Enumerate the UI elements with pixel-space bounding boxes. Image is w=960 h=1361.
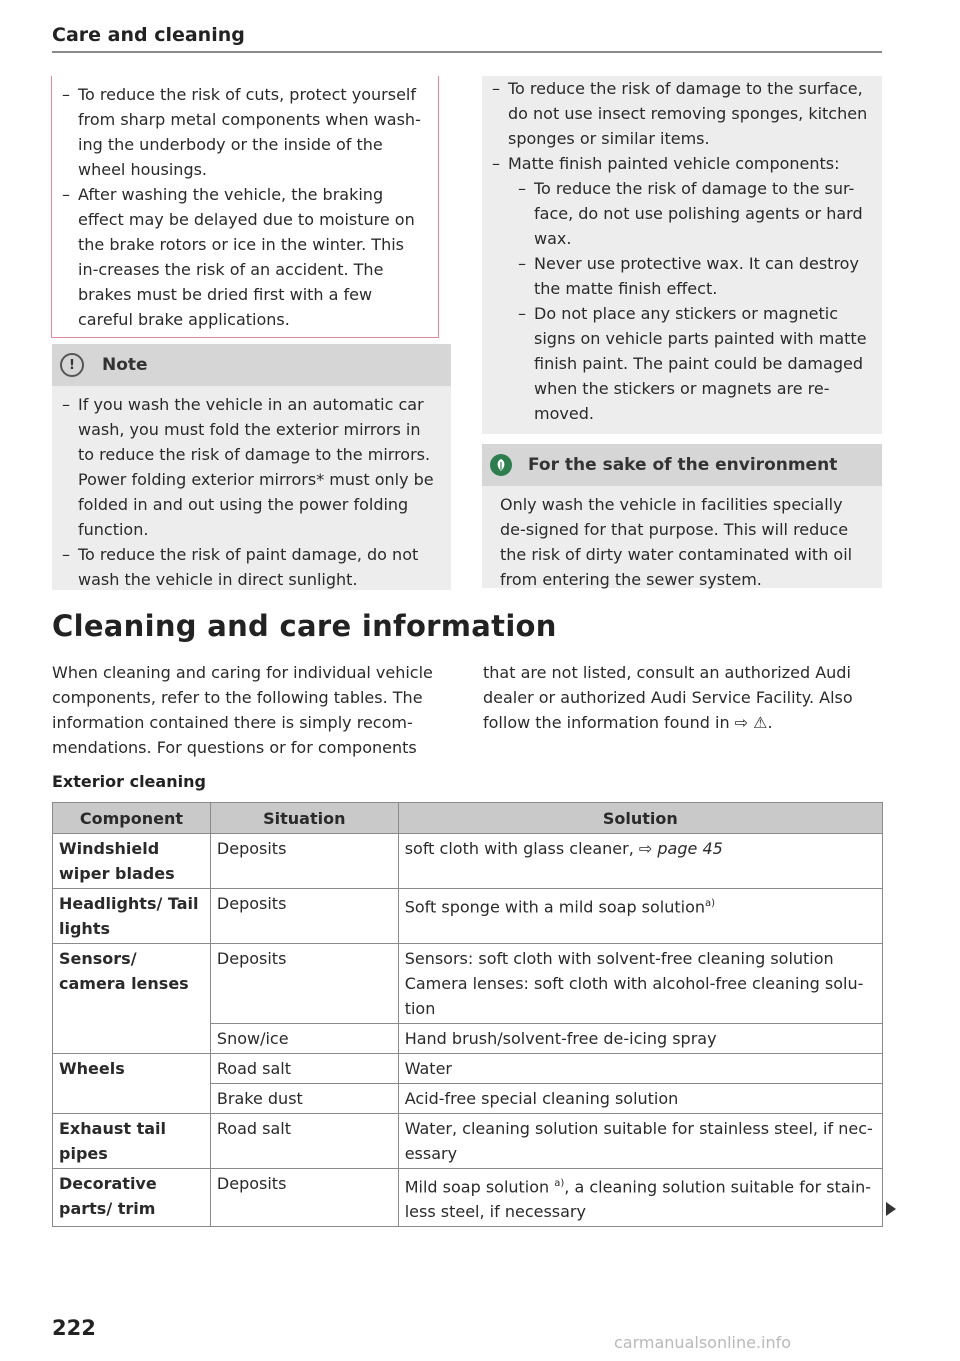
solution-cell: Water, cleaning solution suitable for stainless steel, if nec-essary	[398, 1114, 882, 1169]
page-reference-link[interactable]: ⇨ page 45	[638, 839, 723, 858]
solution-text: Soft sponge with a mild soap solution	[404, 897, 706, 917]
solution-cell	[398, 944, 882, 1024]
reference-arrow-icon: ⇨	[734, 713, 749, 732]
solution-text: soft cloth with glass cleaner,	[404, 839, 634, 858]
situation-cell: Road salt	[210, 1114, 398, 1169]
note-item: – To reduce the risk of paint damage, do not wash the vehicle in direct sunlight.	[52, 542, 437, 592]
table-row	[53, 834, 883, 889]
footnote-marker: a)	[554, 1178, 565, 1189]
note-item	[482, 151, 872, 426]
footnote-marker: a)	[705, 898, 716, 909]
component-cell: Windshield wiper blades	[53, 834, 211, 889]
component-cell: Headlights/ Tail lights	[53, 889, 211, 944]
sub-item: – To reduce the risk of damage to the sur-face, do not use polishing agents or hard wax.	[508, 176, 872, 251]
column-header: Component	[53, 803, 211, 834]
solution-text: , a cleaning solution suitable for stain-less steel, if necessary	[404, 1177, 872, 1222]
note-header	[52, 344, 451, 386]
sub-item: – Never use protective wax. It can destroy the matte finish effect.	[508, 251, 872, 301]
continued-note-list	[482, 76, 872, 426]
column-header: Situation	[210, 803, 398, 834]
header-divider	[52, 51, 882, 53]
component-cell: Wheels	[53, 1054, 211, 1114]
situation-cell: Deposits	[210, 834, 398, 889]
note-item: – If you wash the vehicle in an automatic car wash, you must fold the exterior mirrors in to reduce the risk of damage to the mirrors. Power folding exterior mirrors* must only be folded in and out using the power folding function.	[52, 392, 437, 542]
table-row	[53, 1169, 883, 1227]
note-title: Note	[102, 354, 148, 375]
exterior-cleaning-table	[52, 802, 883, 1227]
warning-box	[51, 76, 439, 338]
section-title: Cleaning and care information	[52, 609, 557, 643]
intro-left: When cleaning and caring for individual vehicle components, refer to the following tables. The information contained there is simply recom-mendations. For questions or for components	[52, 663, 433, 757]
environment-title: For the sake of the environment	[528, 455, 838, 475]
sub-item: – Do not place any stickers or magnetic signs on vehicle parts painted with matte finish paint. The paint could be damaged when the stickers or magnets are re-moved.	[508, 301, 872, 426]
column-header: Solution	[398, 803, 882, 834]
situation-cell: Road salt	[210, 1054, 398, 1084]
continued-note-box	[482, 76, 882, 434]
warning-item: – To reduce the risk of cuts, protect yourself from sharp metal components when wash-ing the underbody or the inside of the wheel housings.	[52, 82, 424, 182]
situation-cell: Deposits	[210, 944, 398, 1024]
warning-item: – After washing the vehicle, the braking effect may be delayed due to moisture on the brake rotors or ice in the winter. This in-creases the risk of an accident. The brakes must be dried first with a few careful brake applications.	[52, 182, 424, 332]
situation-cell: Deposits	[210, 889, 398, 944]
solution-cell	[398, 1169, 882, 1227]
situation-cell: Snow/ice	[210, 1024, 398, 1054]
environment-text: Only wash the vehicle in facilities specially de-signed for that purpose. This will reduce the risk of dirty water contaminated with oil from entering the sewer system.	[500, 495, 853, 589]
exterior-cleaning-heading: Exterior cleaning	[52, 772, 206, 791]
chapter-title: Care and cleaning	[52, 24, 245, 46]
note-box	[52, 344, 451, 590]
solution-cell: Hand brush/solvent-free de-icing spray	[398, 1024, 882, 1054]
leaf-icon	[490, 454, 512, 476]
table-row	[53, 889, 883, 944]
note-item: – To reduce the risk of damage to the surface, do not use insect removing sponges, kitchen sponges or similar items.	[482, 76, 872, 151]
matte-sublist	[508, 176, 872, 426]
warning-list	[52, 82, 424, 332]
solution-cell: Acid-free special cleaning solution	[398, 1084, 882, 1114]
component-cell: Sensors/ camera lenses	[53, 944, 211, 1054]
solution-text: Mild soap solution	[404, 1177, 550, 1197]
table-header-row	[53, 803, 883, 834]
exclamation-icon: !	[60, 353, 84, 377]
component-cell: Exhaust tail pipes	[53, 1114, 211, 1169]
environment-box	[482, 444, 882, 588]
table-row	[53, 1114, 883, 1169]
environment-header	[482, 444, 882, 486]
watermark: carmanualsonline.info	[614, 1333, 792, 1352]
intro-right-text: that are not listed, consult an authorized Audi dealer or authorized Audi Service Facility. Also follow the information found in	[483, 663, 853, 732]
solution-text: Camera lenses: soft cloth with alcohol-free cleaning solu-tion	[404, 974, 864, 1018]
situation-cell: Brake dust	[210, 1084, 398, 1114]
note-item-text: Matte finish painted vehicle components:	[508, 154, 840, 173]
note-list	[52, 392, 437, 592]
component-cell: Decorative parts/ trim	[53, 1169, 211, 1227]
page-number: 222	[52, 1316, 96, 1340]
warning-triangle-icon[interactable]: ⚠	[753, 713, 768, 732]
table-row	[53, 944, 883, 1024]
situation-cell: Deposits	[210, 1169, 398, 1227]
table-row	[53, 1054, 883, 1084]
solution-cell	[398, 834, 882, 889]
solution-cell: Water	[398, 1054, 882, 1084]
intro-right: that are not listed, consult an authorized Audi dealer or authorized Audi Service Facility. Also follow the information found in ⇨ ⚠.	[483, 660, 883, 735]
solution-cell	[398, 889, 882, 944]
continue-arrow-icon	[886, 1202, 896, 1216]
solution-text: Sensors: soft cloth with solvent-free cleaning solution	[404, 949, 834, 968]
